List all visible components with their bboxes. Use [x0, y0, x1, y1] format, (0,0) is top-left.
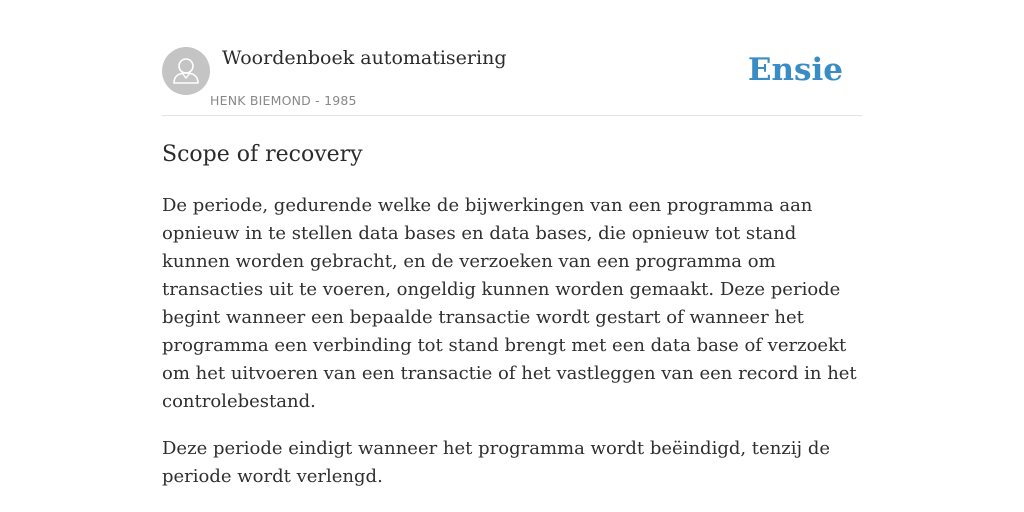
ensie-logo[interactable]: Ensie: [747, 52, 843, 88]
meta-separator: -: [315, 93, 320, 108]
publication-year: 1985: [324, 93, 357, 108]
entry-title: Scope of recovery: [162, 142, 363, 167]
definition-paragraph: De periode, gedurende welke de bijwerkingen van een programma aan opnieuw in te stellen data bases en data bases, die opnieuw tot stand kunnen worden gebracht, en de verzoeken van een programma om transacties uit te voeren, ongeldig kunnen worden gemaakt. Deze periode begint wanneer een bepaalde transactie wordt gestart of wanneer het programma een verbinding tot stand brengt met een data base of verzoekt om het uitvoeren van een transactie of het vastleggen van een record in het controlebestand.: [162, 195, 857, 412]
definition-body: [162, 192, 862, 510]
book-title[interactable]: Woordenboek automatisering: [222, 47, 507, 69]
avatar: [162, 47, 210, 95]
definition-paragraph: Deze periode eindigt wanneer het programma wordt beëindigd, tenzij de periode wordt verlengd.: [162, 438, 831, 487]
author-name[interactable]: HENK BIEMOND: [210, 93, 311, 108]
user-icon: [162, 47, 210, 95]
dictionary-header: [162, 46, 862, 116]
author-meta: [210, 93, 357, 108]
